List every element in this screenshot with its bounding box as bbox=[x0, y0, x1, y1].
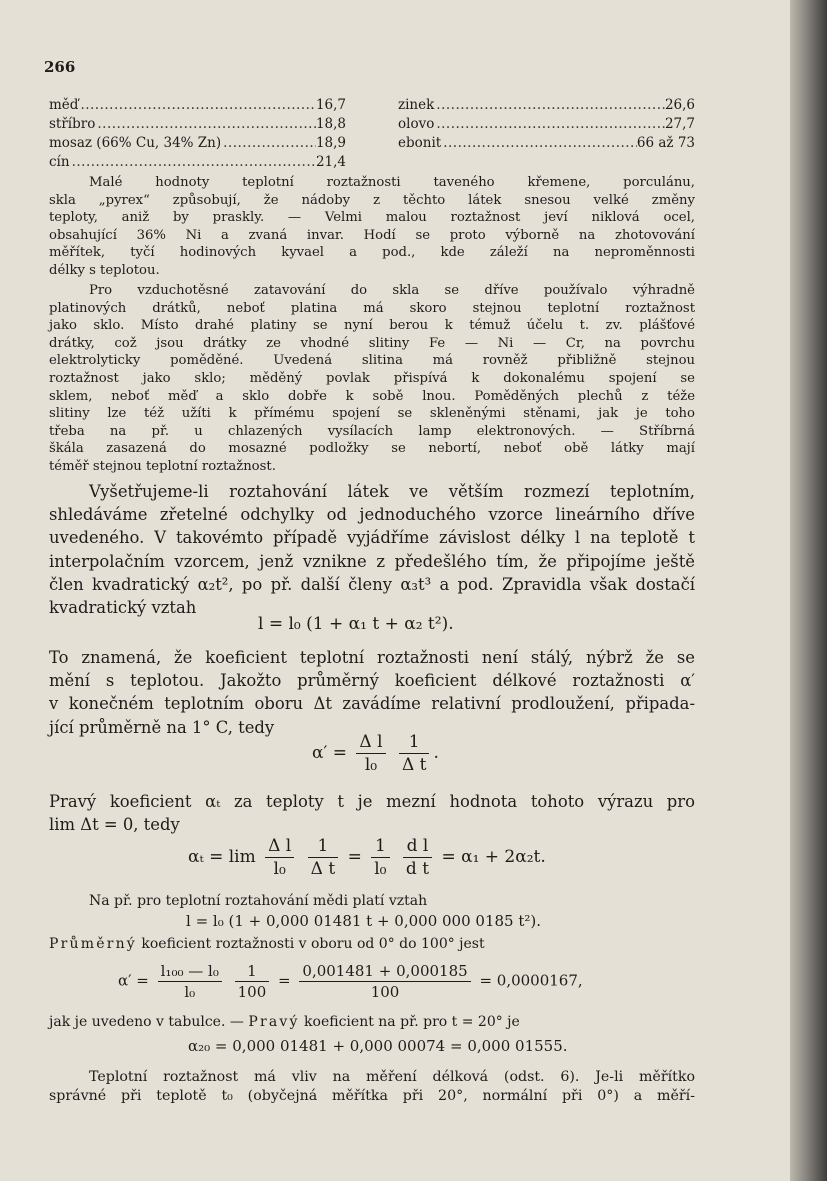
denominator: 100 bbox=[237, 983, 267, 1001]
material-value: 18,8 bbox=[315, 116, 346, 132]
spaced-term: Pravý bbox=[248, 1014, 300, 1030]
table-row bbox=[49, 134, 346, 153]
text-line: sklem, neboť měď a sklo dobře k sobě lnou. Poměděných plechů z téže bbox=[49, 388, 695, 404]
text-line bbox=[49, 1014, 695, 1032]
text-line bbox=[49, 936, 695, 954]
text-line: kvadratický vztah bbox=[49, 598, 197, 618]
numerator: 1 bbox=[308, 836, 339, 858]
material-value: 18,9 bbox=[315, 135, 346, 151]
material-value: 27,7 bbox=[664, 116, 695, 132]
numerator: Δ l bbox=[356, 732, 385, 754]
formula-quadratic: l = l₀ (1 + α₁ t + α₂ t²). bbox=[258, 614, 454, 634]
paragraph-mean-range bbox=[49, 936, 695, 954]
text-line: jako sklo. Místo drahé platiny se nyní berou k témuž účelu t. zv. plášťové bbox=[49, 318, 695, 334]
book-spine-edge bbox=[790, 0, 827, 1181]
text-line: škála zasazená do mosazné podložky se nebortí, neboť obě látky mají bbox=[49, 441, 695, 457]
fraction bbox=[399, 732, 430, 775]
numerator: d l bbox=[403, 836, 432, 858]
text-line: shledáváme zřetelné odchylky od jednoduchého vzorce lineárního dříve bbox=[49, 505, 695, 525]
material-name: zinek bbox=[398, 97, 435, 113]
text-line: To znamená, že koeficient teplotní roztažnosti není stálý, nýbrž že se bbox=[49, 648, 695, 667]
paragraph-interpolation bbox=[49, 480, 695, 619]
text-line: teploty, aniž by praskly. — Velmi malou roztažnost jeví niklová ocel, bbox=[49, 210, 695, 226]
numerator: 1 bbox=[399, 732, 430, 754]
table-row bbox=[398, 134, 695, 153]
text-line: drátky, což jsou drátky ze vhodné slitiny Fe — Ni — Cr, na povrchu bbox=[49, 335, 695, 351]
table-row bbox=[49, 115, 346, 134]
formula-rhs: = α₁ + 2α₂t. bbox=[441, 847, 546, 867]
material-name: ebonit bbox=[398, 135, 442, 151]
material-name: cín bbox=[49, 154, 70, 170]
text-line: Pro vzduchotěsné zatavování do skla se dříve používalo výhradně bbox=[89, 283, 695, 298]
paragraph-sealing-wires bbox=[49, 282, 695, 476]
text-line: měřítek, tyčí hodinových kyvael a pod., kde záleží na neproměnnosti bbox=[49, 245, 695, 261]
text-fragment: jak je uvedeno v tabulce. — bbox=[49, 1014, 249, 1030]
material-name: stříbro bbox=[49, 116, 96, 132]
equals-sign: = bbox=[347, 847, 362, 867]
fraction bbox=[265, 836, 294, 879]
text-line: roztažnost jako sklo; měděný povlak přispívá k dokonalému spojení se bbox=[49, 370, 695, 386]
leader-dots bbox=[434, 96, 665, 115]
fraction bbox=[308, 836, 339, 879]
formula-mean-alpha bbox=[312, 732, 439, 775]
leader-dots bbox=[70, 153, 316, 172]
text-line: interpolačním vzorcem, jenž vznikne z předešlého tím, že připojíme ještě bbox=[49, 551, 695, 571]
material-value: 66 až 73 bbox=[636, 135, 695, 151]
material-value: 16,7 bbox=[315, 97, 346, 113]
table-row bbox=[49, 153, 346, 172]
text-fragment: koeficient na př. pro t = 20° je bbox=[299, 1014, 520, 1030]
table-row bbox=[49, 96, 346, 115]
text-line: skla „pyrex“ způsobují, že nádoby z těchto látek snesou velké změny bbox=[49, 192, 695, 208]
formula-alpha-20: α₂₀ = 0,000 01481 + 0,000 00074 = 0,000 01555. bbox=[188, 1037, 568, 1055]
fraction bbox=[356, 732, 385, 775]
fraction bbox=[158, 962, 222, 1001]
paragraph-low-expansion bbox=[49, 174, 695, 280]
leader-dots bbox=[441, 134, 637, 153]
text-line: Vyšetřujeme-li roztahování látek ve větším rozmezí teplotním, bbox=[89, 482, 695, 501]
fraction bbox=[235, 962, 270, 1001]
text-line: obsahující 36% Ni a zvaná invar. Hodí se proto výborně na zhotovování bbox=[49, 227, 695, 243]
equals-sign: = bbox=[278, 971, 291, 990]
text-line: lim Δt = 0, tedy bbox=[49, 815, 180, 835]
denominator: l₀ bbox=[364, 755, 378, 775]
text-line: Pravý koeficient αₜ za teploty t je mezní hodnota tohoto výrazu pro bbox=[49, 792, 695, 811]
text-line: uvedeného. V takovémto případě vyjádříme závislost délky l na teplotě t bbox=[49, 528, 695, 548]
material-name: měď bbox=[49, 97, 79, 113]
page-number: 266 bbox=[44, 58, 76, 76]
material-name: olovo bbox=[398, 116, 435, 132]
denominator: d t bbox=[405, 859, 430, 879]
text-line: třeba na př. u chlazených vysílacích lamp elektronových. — Stříbrná bbox=[49, 423, 695, 439]
leader-dots bbox=[78, 96, 316, 115]
text-line: slitiny lze též užíti k přímému spojení se skleněnými stěnami, jak je toho bbox=[49, 406, 695, 422]
numerator: 0,001481 + 0,000185 bbox=[299, 962, 470, 982]
denominator: Δ t bbox=[401, 755, 427, 775]
text-line: Teplotní roztažnost má vliv na měření délková (odst. 6). Je-li měřítko bbox=[89, 1069, 695, 1085]
text-line: délky s teplotou. bbox=[49, 262, 160, 278]
text-line: téměř stejnou teplotní roztažnost. bbox=[49, 458, 276, 474]
paragraph-true-at-20 bbox=[49, 1014, 695, 1032]
paragraph-true-coefficient bbox=[49, 790, 695, 836]
spaced-term: Průměrný bbox=[49, 936, 137, 952]
formula-end: . bbox=[433, 743, 439, 763]
numerator: l₁₀₀ — l₀ bbox=[158, 962, 222, 982]
coefficient-table-left bbox=[49, 96, 346, 172]
material-value: 21,4 bbox=[315, 154, 346, 170]
fraction bbox=[371, 836, 389, 879]
fraction bbox=[299, 962, 470, 1001]
text-line: mění s teplotou. Jakožto průměrný koeficient délkové roztažnosti α′ bbox=[49, 671, 695, 691]
formula-lhs: α′ = bbox=[118, 971, 149, 990]
coefficient-table-right bbox=[398, 96, 695, 153]
denominator: l₀ bbox=[273, 859, 286, 879]
material-name: mosaz (66% Cu, 34% Zn) bbox=[49, 135, 222, 151]
numerator: Δ l bbox=[265, 836, 294, 858]
material-value: 26,6 bbox=[664, 97, 695, 113]
fraction bbox=[403, 836, 432, 879]
denominator: l₀ bbox=[184, 983, 196, 1001]
paragraph-copper-example bbox=[49, 893, 695, 911]
denominator: l₀ bbox=[374, 859, 387, 879]
text-line: Na př. pro teplotní roztahování mědi platí vztah bbox=[89, 893, 428, 909]
text-line: Malé hodnoty teplotní roztažnosti taveného křemene, porculánu, bbox=[89, 175, 695, 190]
paragraph-measurement bbox=[49, 1068, 695, 1106]
formula-lhs: α′ = bbox=[312, 743, 347, 763]
text-line: platinových drátků, neboť platina má skoro stejnou teplotní roztažnost bbox=[49, 300, 695, 316]
text-fragment: koeficient roztažnosti v oboru od 0° do 100° jest bbox=[136, 936, 485, 952]
leader-dots bbox=[95, 115, 316, 134]
text-line: jící průměrně na 1° C, tedy bbox=[49, 717, 275, 737]
formula-copper: l = l₀ (1 + 0,000 01481 t + 0,000 000 0185 t²). bbox=[186, 912, 542, 930]
numerator: 1 bbox=[371, 836, 389, 858]
paragraph-mean-coefficient bbox=[49, 646, 695, 739]
denominator: Δ t bbox=[310, 859, 336, 879]
table-row bbox=[398, 96, 695, 115]
leader-dots bbox=[221, 134, 316, 153]
table-row bbox=[398, 115, 695, 134]
text-line: elektrolyticky poměděné. Uvedená slitina má rovněž přibližně stejnou bbox=[49, 353, 695, 369]
numerator: 1 bbox=[235, 962, 270, 982]
formula-true-alpha bbox=[188, 836, 546, 879]
text-line: v konečném teplotním oboru Δt zavádíme relativní prodloužení, připada- bbox=[49, 694, 695, 714]
text-line: člen kvadratický α₂t², po př. další členy α₃t³ a pod. Zpravidla však dostačí bbox=[49, 574, 695, 594]
formula-lhs: αₜ = lim bbox=[188, 847, 256, 867]
text-line: správné při teplotě t₀ (obyčejná měřítka při 20°, normální při 0°) a měří- bbox=[49, 1088, 695, 1104]
formula-rhs: = 0,0000167, bbox=[479, 971, 583, 990]
denominator: 100 bbox=[370, 983, 400, 1001]
formula-mean-value bbox=[118, 962, 583, 1001]
leader-dots bbox=[434, 115, 665, 134]
